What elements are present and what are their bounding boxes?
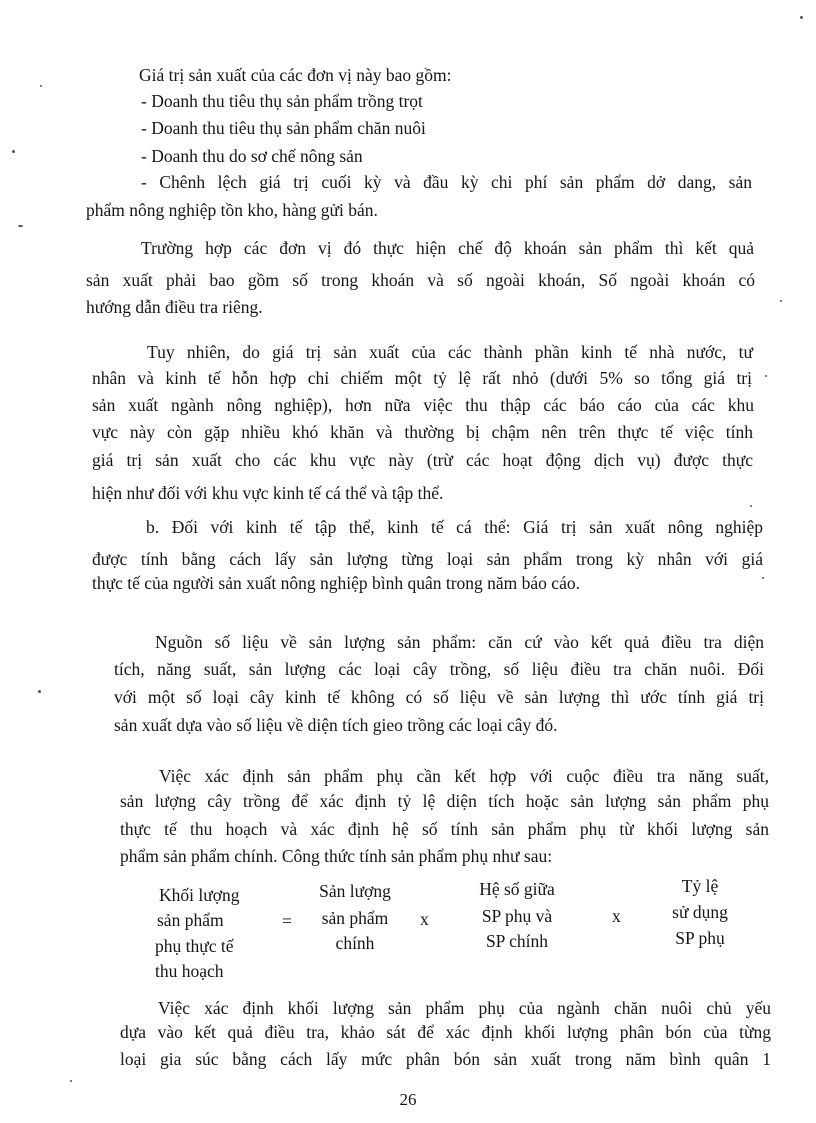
scan-speck bbox=[765, 375, 767, 377]
text-line: sản xuất dựa vào số liệu về diện tích gieo trồng các loại cây đó. bbox=[114, 715, 558, 735]
scan-speck bbox=[40, 85, 42, 87]
text-line: Tuy nhiên, do giá trị sản xuất của các thành phần kinh tế nhà nước, tư bbox=[147, 342, 753, 362]
text-line: tích, năng suất, sản lượng các loại cây trồng, số liệu điều tra chăn nuôi. Đối bbox=[114, 659, 764, 679]
scan-speck bbox=[18, 225, 23, 227]
text-line: Việc xác định khối lượng sản phẩm phụ của ngành chăn nuôi chủ yếu bbox=[158, 998, 771, 1018]
text-line: Trường hợp các đơn vị đó thực hiện chế độ khoán sản phẩm thì kết quả bbox=[141, 238, 754, 258]
multiply-sign: x bbox=[420, 909, 429, 929]
formula-term: thu hoạch bbox=[155, 961, 224, 981]
formula-term: Khối lượng bbox=[159, 885, 240, 905]
text-line: Giá trị sản xuất của các đơn vị này bao gồm: bbox=[139, 65, 452, 85]
text-line: hiện như đối với khu vực kinh tế cá thể và tập thể. bbox=[92, 483, 444, 503]
formula-term: Tỷ lệ bbox=[681, 876, 719, 896]
formula-term: SP phụ bbox=[675, 928, 725, 948]
text-line: thực tế thu hoạch và xác định hệ số tính sản phẩm phụ từ khối lượng sản bbox=[120, 819, 769, 839]
formula-term: sản phẩm bbox=[157, 910, 224, 930]
formula-term: chính bbox=[335, 933, 375, 953]
equals-sign: = bbox=[282, 911, 292, 931]
text-line: hướng dẫn điều tra riêng. bbox=[86, 297, 263, 317]
text-line: - Doanh thu tiêu thụ sản phẩm chăn nuôi bbox=[141, 118, 426, 138]
text-line: dựa vào kết quả điều tra, khảo sát để xác định khối lượng phân bón của từng bbox=[120, 1022, 771, 1042]
scan-speck bbox=[12, 150, 15, 153]
scan-speck bbox=[762, 577, 764, 579]
scan-speck bbox=[38, 690, 41, 693]
text-line: sản xuất phải bao gồm số trong khoán và số ngoài khoán, Số ngoài khoán có bbox=[86, 270, 755, 290]
text-line: nhân và kinh tế hỗn hợp chỉ chiếm một tỷ lệ rất nhỏ (dưới 5% so tổng giá trị bbox=[92, 368, 752, 388]
text-line: sản lượng cây trồng để xác định tỷ lệ diện tích hoặc sản lượng sản phẩm phụ bbox=[120, 791, 769, 811]
formula-term: Hệ số giữa bbox=[479, 879, 555, 899]
text-line: Nguồn số liệu về sản lượng sản phẩm: căn cứ vào kết quả điều tra diện bbox=[155, 632, 764, 652]
scan-speck bbox=[780, 300, 782, 302]
text-line: sản xuất ngành nông nghiệp), hơn nữa việc thu thập các báo cáo của các khu bbox=[92, 395, 754, 415]
text-line: - Doanh thu do sơ chế nông sản bbox=[141, 146, 363, 166]
text-line: giá trị sản xuất cho các khu vực này (trừ các hoạt động dịch vụ) được thực bbox=[92, 450, 753, 470]
text-line: phẩm nông nghiệp tồn kho, hàng gửi bán. bbox=[86, 200, 378, 220]
formula-term: phụ thực tế bbox=[155, 936, 234, 956]
text-line: vực này còn gặp nhiều khó khăn và thường bị chậm nên trên thực tế việc tính bbox=[92, 422, 753, 442]
text-line: loại gia súc bằng cách lấy mức phân bón sản xuất trong năm bình quân 1 bbox=[120, 1049, 771, 1069]
scan-speck bbox=[750, 505, 752, 507]
text-line: phẩm sản phẩm chính. Công thức tính sản phẩm phụ như sau: bbox=[120, 846, 553, 866]
text-line: được tính bằng cách lấy sản lượng từng loại sản phẩm trong kỳ nhân với giá bbox=[92, 549, 763, 569]
text-line: - Doanh thu tiêu thụ sản phẩm trồng trọt bbox=[141, 91, 423, 111]
formula-term: SP phụ và bbox=[481, 906, 553, 926]
formula-term: SP chính bbox=[485, 931, 549, 951]
text-line: - Chênh lệch giá trị cuối kỳ và đầu kỳ chi phí sản phẩm dở dang, sản bbox=[141, 172, 752, 192]
formula-term: sản phẩm bbox=[321, 908, 389, 928]
scan-speck bbox=[70, 1080, 72, 1082]
text-line: Việc xác định sản phẩm phụ cần kết hợp với cuộc điều tra năng suất, bbox=[159, 766, 769, 786]
text-line: với một số loại cây kinh tế không có số liệu về sản lượng thì ước tính giá trị bbox=[114, 687, 764, 707]
formula-term: sử dụng bbox=[672, 902, 728, 922]
multiply-sign: x bbox=[612, 906, 621, 926]
scan-speck bbox=[800, 16, 803, 19]
formula-term: Sản lượng bbox=[319, 881, 391, 901]
page-number: 26 bbox=[399, 1090, 417, 1109]
text-line: thực tế của người sản xuất nông nghiệp bình quân trong năm báo cáo. bbox=[92, 573, 580, 593]
text-line: b. Đối với kinh tế tập thể, kinh tế cá thể: Giá trị sản xuất nông nghiệp bbox=[146, 517, 763, 537]
